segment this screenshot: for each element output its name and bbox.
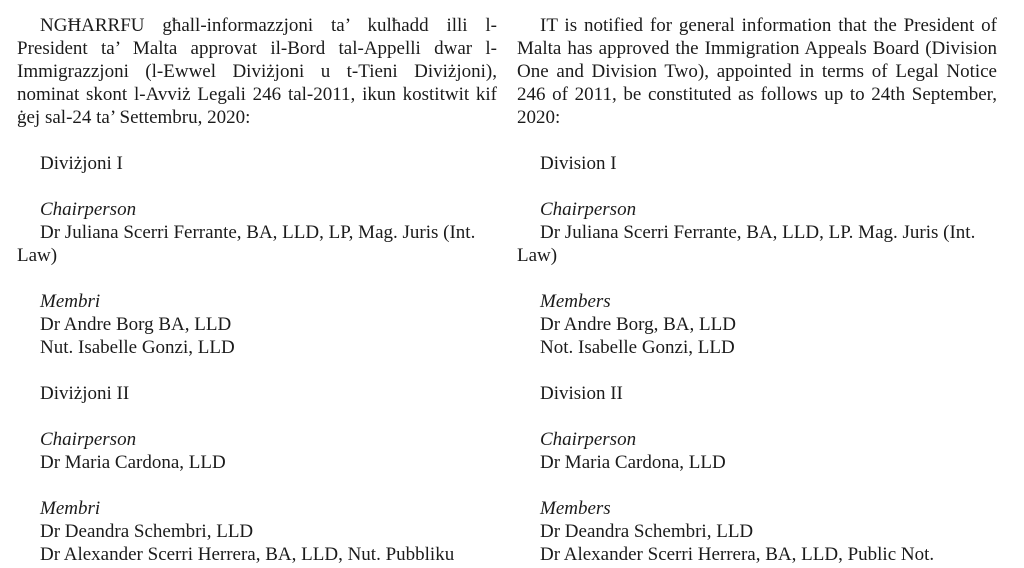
maltese-division-two-chair-label: Chairperson	[40, 429, 137, 450]
english-division-two-members-label: Members	[540, 498, 611, 519]
english-division-two-chair-label: Chairperson	[540, 429, 637, 450]
maltese-column	[17, 14, 497, 566]
maltese-division-one-chair-label: Chairperson	[40, 199, 137, 220]
english-division-one-chair-name: Dr Juliana Scerri Ferrante, BA, LLD, LP. Mag. Juris (Int. Law)	[517, 222, 976, 266]
maltese-division-two-members-label: Membri	[40, 498, 101, 519]
english-division-one-member: Not. Isabelle Gonzi, LLD	[540, 337, 735, 358]
english-intro-paragraph: IT is notified for general information that the President of Malta has approved the Immigration Appeals Board (Division One and Division Two), appointed in terms of Legal Notice 246 of 2011, be constituted as follows up to 24th September, 2020:	[517, 15, 997, 128]
english-division-two-member: Dr Deandra Schembri, LLD	[540, 521, 754, 542]
maltese-division-one-members-label: Membri	[40, 291, 101, 312]
maltese-division-one-chair-name: Dr Juliana Scerri Ferrante, BA, LLD, LP, Mag. Juris (Int. Law)	[17, 222, 476, 266]
english-division-two-member: Dr Alexander Scerri Herrera, BA, LLD, Public Not.	[540, 544, 935, 565]
maltese-division-two-member: Dr Deandra Schembri, LLD	[40, 521, 254, 542]
maltese-division-one-member: Dr Andre Borg BA, LLD	[40, 314, 232, 335]
english-division-two-title: Division II	[540, 383, 623, 404]
english-division-one-title: Division I	[540, 153, 617, 174]
english-division-one-chair-label: Chairperson	[540, 199, 637, 220]
english-column	[517, 14, 997, 566]
english-division-one-member: Dr Andre Borg, BA, LLD	[540, 314, 736, 335]
maltese-division-two-chair-name: Dr Maria Cardona, LLD	[40, 452, 226, 473]
maltese-intro-paragraph: NGĦARRFU għall-informazzjoni ta’ kulħadd illi l-President ta’ Malta approvat il-Bord tal-Appelli dwar l-Immigrazzjoni (l-Ewwel Diviżjoni u t-Tieni Diviżjoni), nominat skont l-Avviż Legali 246 tal-2011, ikun kostitwit kif ġej sal-24 ta’ Settembru, 2020:	[17, 15, 497, 128]
maltese-division-one-member: Nut. Isabelle Gonzi, LLD	[40, 337, 235, 358]
english-division-two-chair-name: Dr Maria Cardona, LLD	[540, 452, 726, 473]
maltese-division-two-member: Dr Alexander Scerri Herrera, BA, LLD, Nut. Pubbliku	[40, 544, 455, 565]
maltese-division-one-title: Diviżjoni I	[40, 153, 123, 174]
english-division-one-members-label: Members	[540, 291, 611, 312]
maltese-division-two-title: Diviżjoni II	[40, 383, 130, 404]
